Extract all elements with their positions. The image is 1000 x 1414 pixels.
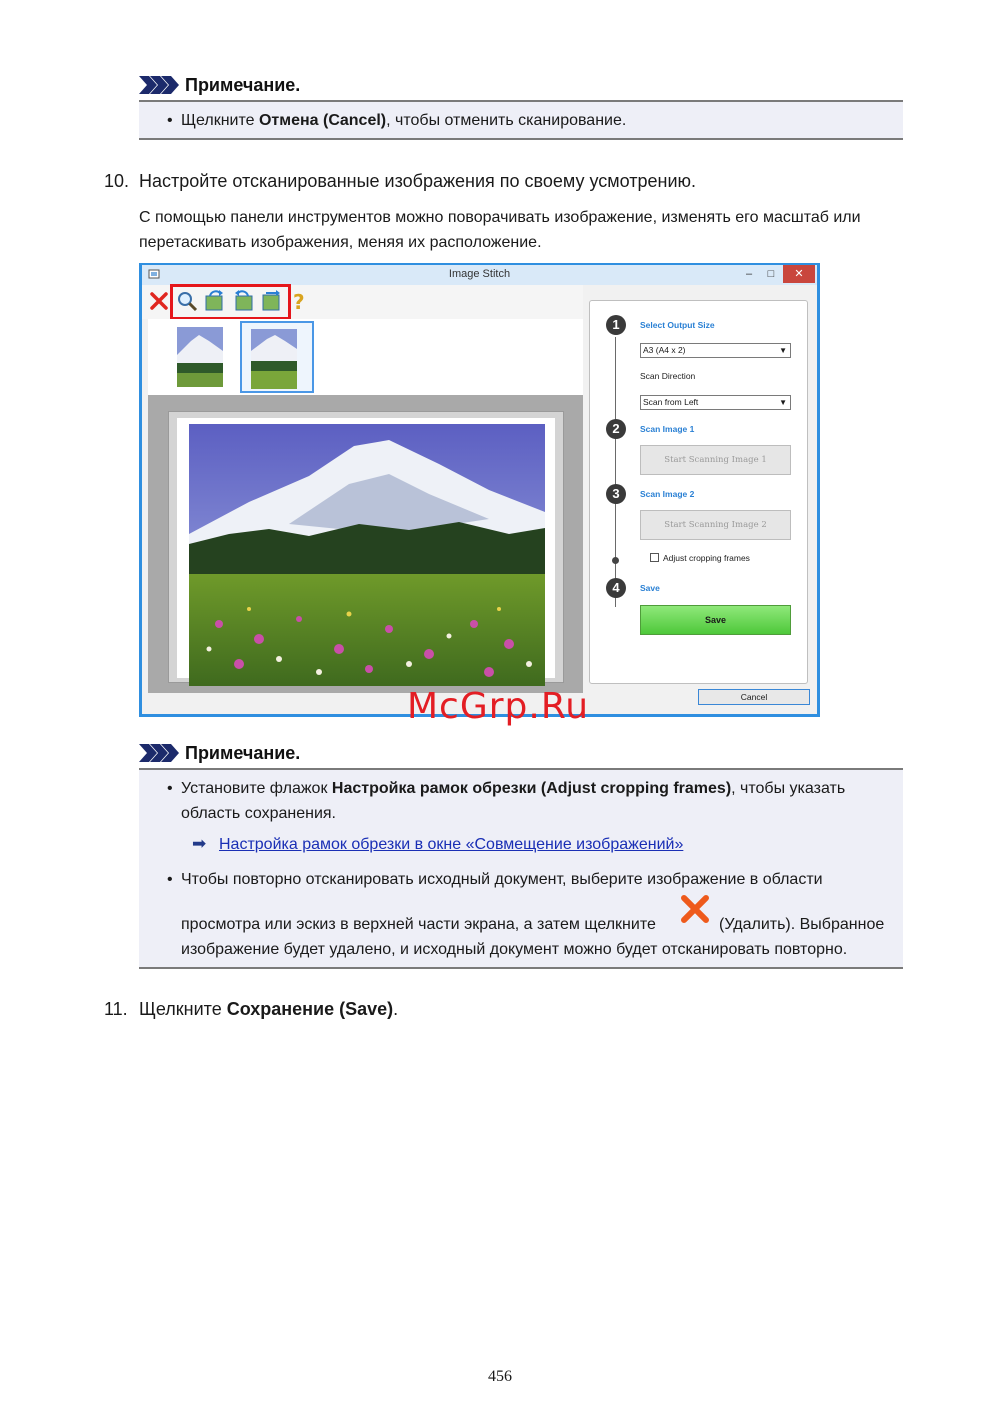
step-text: Настройте отсканированные изображения по своему усмотрению. [139, 171, 697, 191]
start-scanning-image-1-button[interactable]: Start Scanning Image 1 [640, 445, 791, 475]
window-title: Image Stitch [448, 268, 511, 280]
thumbnail-2-selected[interactable] [240, 321, 314, 393]
select-output-size-label: Select Output Size [640, 320, 715, 330]
page-number: 456 [488, 1368, 512, 1385]
thumbnail-2[interactable] [251, 329, 297, 389]
step-description: С помощью панели инструментов можно поворачивать изображение, изменять его масштаб или перетаскивать изображения, меняя их расположение. [139, 209, 861, 251]
note-text: изображение будет удалено, и исходный документ можно будет отсканировать повторно. [181, 941, 848, 958]
cancel-button[interactable]: Cancel [698, 689, 810, 705]
note-chevrons-icon [139, 76, 179, 94]
toolbar-highlight [170, 284, 291, 320]
note-body [139, 102, 903, 140]
thumbnail-1[interactable] [177, 327, 223, 387]
paper [177, 418, 555, 678]
note-chevrons-icon [139, 744, 179, 762]
delete-icon [679, 893, 711, 925]
note-text: Щелкните Отмена (Cancel), чтобы отменить сканирование. [181, 112, 627, 129]
note-header [139, 738, 903, 770]
output-size-select[interactable]: A3 (A4 x 2) ▼ [640, 343, 791, 358]
step-text: Щелкните Сохранение (Save). [139, 999, 399, 1019]
note-text: просмотра или эскиз в верхней части экрана, а затем щелкните [181, 916, 656, 933]
close-button[interactable]: ✕ [783, 265, 815, 283]
arrow-right-icon: ➡ [192, 834, 207, 853]
minimize-button[interactable]: – [745, 268, 753, 280]
chevron-down-icon: ▼ [779, 398, 787, 407]
note-text: Чтобы повторно отсканировать исходный документ, выберите изображение в области [181, 871, 823, 888]
scan-direction-select[interactable]: Scan from Left ▼ [640, 395, 791, 410]
note-body [139, 770, 903, 969]
bullet-dot: • [167, 780, 173, 797]
note-title: Примечание. [185, 74, 301, 95]
delete-icon[interactable] [148, 290, 170, 312]
preview-area [148, 395, 583, 693]
step-number: 10. [104, 171, 130, 191]
maximize-button[interactable]: □ [767, 268, 775, 280]
step-3-badge: 3 [606, 484, 626, 504]
step-dot [612, 557, 619, 564]
svg-text:?: ? [293, 290, 305, 312]
scan-direction-label: Scan Direction [640, 371, 696, 381]
image-stitch-window [139, 263, 820, 717]
step-4-badge: 4 [606, 578, 626, 598]
step-connector [615, 337, 616, 607]
preview-photo[interactable] [189, 424, 545, 686]
bullet-dot: • [167, 871, 173, 888]
thumbnail-strip [148, 319, 583, 395]
adjust-cropping-frames-label: Adjust cropping frames [663, 553, 750, 563]
note-title: Примечание. [185, 742, 301, 763]
cropping-frames-link[interactable]: Настройка рамок обрезки в окне «Совмещение изображений» [219, 836, 684, 853]
step-1-badge: 1 [606, 315, 626, 335]
scan-image-1-label: Scan Image 1 [640, 424, 695, 434]
step-number: 11. [104, 999, 128, 1019]
note-text: Установите флажок Настройка рамок обрезки (Adjust cropping frames), чтобы указать [181, 780, 846, 797]
save-label: Save [640, 583, 660, 593]
note-header [139, 70, 903, 102]
adjust-cropping-frames-checkbox[interactable] [650, 553, 659, 562]
paper-frame [168, 411, 564, 683]
save-button[interactable]: Save [640, 605, 791, 635]
window-titlebar [142, 265, 817, 285]
bullet-dot: • [167, 112, 173, 129]
help-icon[interactable] [288, 290, 310, 312]
chevron-down-icon: ▼ [779, 346, 787, 355]
scan-panel [589, 300, 808, 684]
note-text: (Удалить). Выбранное [719, 916, 885, 933]
watermark: McGrp.Ru [407, 686, 590, 727]
start-scanning-image-2-button[interactable]: Start Scanning Image 2 [640, 510, 791, 540]
scan-image-2-label: Scan Image 2 [640, 489, 695, 499]
step-2-badge: 2 [606, 419, 626, 439]
note-text: область сохранения. [181, 805, 336, 822]
